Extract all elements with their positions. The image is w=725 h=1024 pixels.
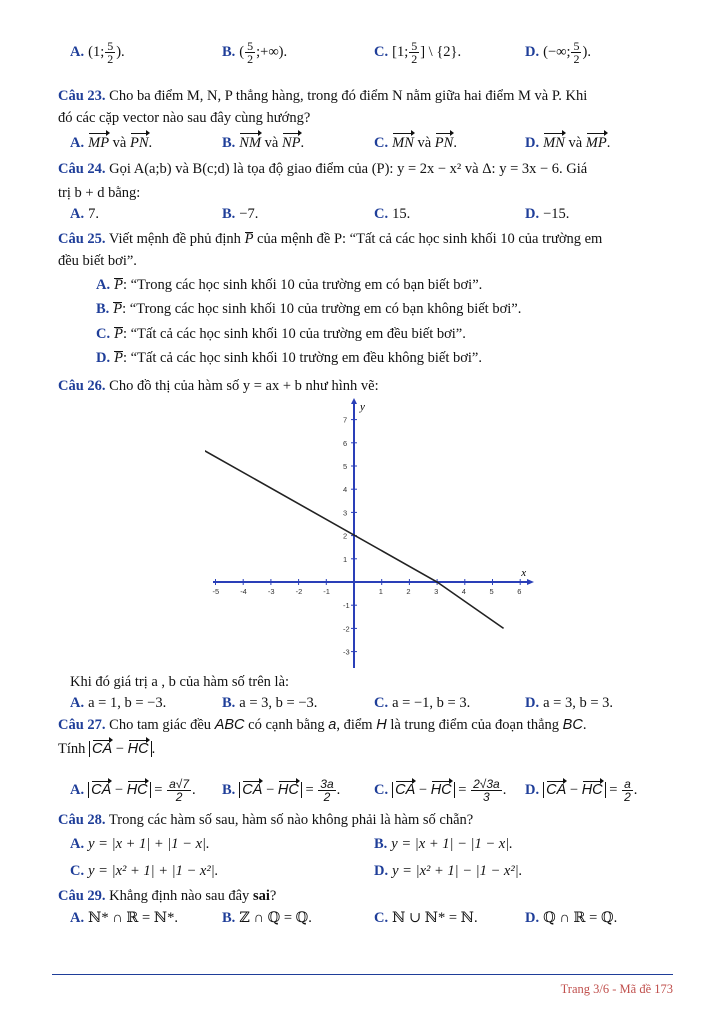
question-25-line2: đều biết bơi”. [58,253,137,269]
x-tick-label: -2 [295,587,303,596]
q24-option-c: C. 15. [374,206,411,222]
question-26-line1: Câu 26. Cho đồ thị của hàm số y = ax + b như hình vẽ: [58,378,379,394]
x-tick-label: 1 [378,587,383,596]
q23-option-a: A. MP và PN. [70,135,153,151]
q29-option-c: C. ℕ ∪ ℕ* = ℕ. [374,910,478,926]
question-24-line1: Câu 24. Gọi A(a;b) và B(c;d) là tọa độ giao điểm của (P): y = 2x − x² và Δ: y = 3x − 6. Giá [58,161,588,177]
q27-option-b: B. CA − HC = $\frac{3a}{2}$ . [222,777,341,804]
x-axis-label: x [521,567,527,579]
y-tick-label: 7 [343,415,348,425]
q26-option-c: C. a = −1, b = 3. [374,695,471,711]
q28-option-b: B. y = |x + 1| − |1 − x|. [374,836,513,852]
q25-option-c: C. P: “Tất cả các học sinh khối 10 của trường em đều biết bơi”. [96,326,466,342]
y-axis-label: y [360,401,365,413]
q24-option-a: A. 7. [70,206,99,222]
q25-option-a: A. P: “Trong các học sinh khối 10 của trường em có bạn biết bơi”. [96,277,483,293]
x-tick-label: 6 [517,587,522,596]
q23-option-d: D. MN và MP. [525,135,611,151]
q29-option-a: A. ℕ* ∩ ℝ = ℕ*. [70,910,178,926]
question-28-line1: Câu 28. Trong các hàm số sau, hàm số nào không phải là hàm số chẵn? [58,812,474,828]
y-tick-label: -3 [343,647,350,657]
q23-option-b: B. NM và NP. [222,135,305,151]
y-tick-label: 4 [343,485,348,495]
x-tick-label: -5 [212,587,220,596]
q25-option-d: D. P: “Tất cả các học sinh khối 10 trường em đều không biết bơi”. [96,350,482,366]
footer-divider [52,974,673,975]
q26-option-a: A. a = 1, b = −3. [70,695,167,711]
q25-option-b: B. P: “Trong các học sinh khối 10 của trường em có bạn không biết bơi”. [96,301,522,317]
q24-option-d: D. −15. [525,206,570,222]
linear-function-graph [205,398,535,670]
q26-option-b: B. a = 3, b = −3. [222,695,318,711]
y-axis-arrow [351,398,357,404]
question-23-line1: Câu 23. Cho ba điểm M, N, P thẳng hàng, trong đó điểm N nằm giữa hai điểm M và P. Khi [58,88,588,104]
x-tick-label: -4 [240,587,247,596]
question-24-line2: trị b + d bằng: [58,185,141,201]
x-axis-arrow [527,579,534,585]
x-tick-label: 5 [489,587,494,596]
q24-option-b: B. −7. [222,206,259,222]
q28-option-d: D. y = |x² + 1| − |1 − x²|. [374,863,523,879]
option-b-interval: B. ( $\frac{5}{2}$ ;+∞). [222,39,288,66]
x-tick-label: -3 [267,587,275,596]
question-27-line1: Câu 27. Cho tam giác đều ABC có cạnh bằng a, điểm H là trung điểm của đoạn thẳng BC. [58,717,587,733]
question-23-line2: đó các cặp vector nào sau đây cùng hướng? [58,110,311,126]
option-c-interval: C. [1; $\frac{5}{2}$ ] \ {2}. [374,39,462,66]
q26-option-d: D. a = 3, b = 3. [525,695,614,711]
q27-option-d: D. CA − HC = $\frac{a}{2}$ . [525,777,638,804]
q27-option-a: A. CA − HC = $\frac{a√7}{2}$ . [70,777,196,804]
x-tick-label: 2 [406,587,411,596]
x-tick-label: -1 [323,587,330,596]
q29-option-d: D. ℚ ∩ ℝ = ℚ. [525,910,618,926]
question-27-line2: Tính CA − HC . [58,741,156,757]
q28-option-c: C. y = |x² + 1| + |1 − x²|. [70,863,219,879]
question-26-after: Khi đó giá trị a , b của hàm số trên là: [70,674,290,690]
page-footer: Trang 3/6 - Mã đề 173 [560,982,673,996]
question-29-line1: Câu 29. Khẳng định nào sau đây sai? [58,888,277,904]
option-d-interval: D. (−∞; $\frac{5}{2}$ ). [525,39,591,66]
y-tick-label: 6 [343,438,348,448]
y-tick-label: -2 [343,624,350,634]
x-tick-label: 4 [461,587,466,596]
option-a-interval: A. (1; $\frac{5}{2}$ ). [70,39,125,66]
y-tick-label: 5 [343,462,348,471]
q23-option-c: C. MN và PN. [374,135,457,151]
question-25-line1: Câu 25. Viết mệnh đề phủ định P của mệnh đề P: “Tất cả các học sinh khối 10 của trường em [58,231,603,247]
q29-option-b: B. ℤ ∩ ℚ = ℚ. [222,910,312,926]
q28-option-a: A. y = |x + 1| + |1 − x|. [70,836,210,852]
y-tick-label: 3 [343,508,348,518]
y-tick-label: 2 [343,531,348,541]
y-tick-label: 1 [343,554,348,564]
q27-option-c: C. CA − HC = $\frac{2√3a}{3}$ . [374,777,507,804]
y-tick-label: -1 [343,601,350,611]
x-tick-label: 3 [434,587,439,596]
